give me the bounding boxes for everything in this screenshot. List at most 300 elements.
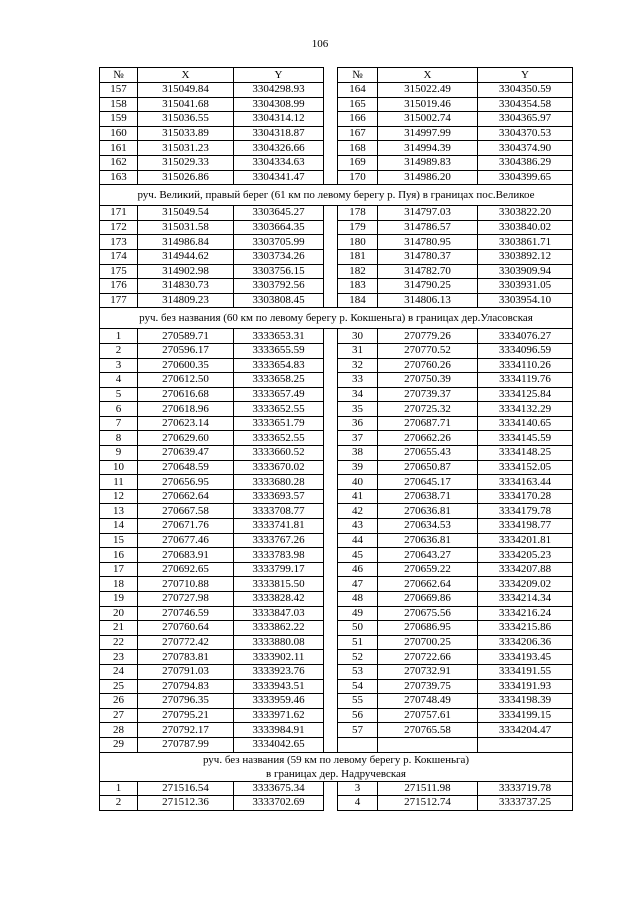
point-number: 13 <box>100 504 138 519</box>
x-coordinate: 270791.03 <box>138 664 234 679</box>
column-gap <box>324 664 338 679</box>
y-coordinate: 3333959.46 <box>234 694 324 709</box>
point-number: 176 <box>100 279 138 294</box>
x-coordinate: 270636.81 <box>378 533 478 548</box>
x-coordinate: 270636.81 <box>378 504 478 519</box>
section-title-row <box>100 308 573 329</box>
x-coordinate: 314780.95 <box>378 235 478 250</box>
x-coordinate: 314786.57 <box>378 220 478 235</box>
x-coordinate: 270677.46 <box>138 533 234 548</box>
column-header: Y <box>234 68 324 83</box>
table-row <box>100 170 573 185</box>
point-number: 49 <box>338 606 378 621</box>
x-coordinate: 270639.47 <box>138 446 234 461</box>
column-gap <box>324 606 338 621</box>
point-number: 163 <box>100 170 138 185</box>
y-coordinate: 3334152.05 <box>478 460 573 475</box>
point-number: 54 <box>338 679 378 694</box>
point-number: 16 <box>100 548 138 563</box>
point-number: 182 <box>338 264 378 279</box>
column-gap <box>324 796 338 811</box>
point-number: 166 <box>338 112 378 127</box>
x-coordinate: 270638.71 <box>378 489 478 504</box>
section-title: руч. без названия (59 км по левому берегу р. Кокшеньга) <box>100 752 573 767</box>
y-coordinate: 3334125.84 <box>478 387 573 402</box>
table-row <box>100 621 573 636</box>
point-number: 46 <box>338 562 378 577</box>
table-row <box>100 358 573 373</box>
x-coordinate: 270687.71 <box>378 416 478 431</box>
point-number: 36 <box>338 416 378 431</box>
point-number: 20 <box>100 606 138 621</box>
point-number: 177 <box>100 293 138 308</box>
column-gap <box>324 460 338 475</box>
column-gap <box>324 141 338 156</box>
point-number: 40 <box>338 475 378 490</box>
table-row <box>100 220 573 235</box>
y-coordinate: 3334193.45 <box>478 650 573 665</box>
x-coordinate: 270596.17 <box>138 343 234 358</box>
x-coordinate: 270686.95 <box>378 621 478 636</box>
point-number: 179 <box>338 220 378 235</box>
table-row <box>100 329 573 344</box>
y-coordinate: 3303705.99 <box>234 235 324 250</box>
x-coordinate: 270746.59 <box>138 606 234 621</box>
table-row <box>100 519 573 534</box>
coordinates-table <box>99 67 573 811</box>
x-coordinate: 270710.88 <box>138 577 234 592</box>
column-gap <box>324 112 338 127</box>
point-number: 50 <box>338 621 378 636</box>
x-coordinate: 270787.99 <box>138 737 234 752</box>
table-row <box>100 460 573 475</box>
point-number: 14 <box>100 519 138 534</box>
point-number: 7 <box>100 416 138 431</box>
x-coordinate: 315049.84 <box>138 83 234 98</box>
y-coordinate: 3334204.47 <box>478 723 573 738</box>
y-coordinate: 3303892.12 <box>478 249 573 264</box>
x-coordinate: 270750.39 <box>378 373 478 388</box>
point-number: 23 <box>100 650 138 665</box>
point-number: 55 <box>338 694 378 709</box>
x-coordinate: 270760.26 <box>378 358 478 373</box>
table-row <box>100 533 573 548</box>
y-coordinate: 3334119.76 <box>478 373 573 388</box>
x-coordinate: 270655.43 <box>378 446 478 461</box>
x-coordinate: 270656.95 <box>138 475 234 490</box>
point-number: 30 <box>338 329 378 344</box>
y-coordinate: 3334170.28 <box>478 489 573 504</box>
column-gap <box>324 708 338 723</box>
y-coordinate: 3334163.44 <box>478 475 573 490</box>
point-number: 170 <box>338 170 378 185</box>
point-number: 22 <box>100 635 138 650</box>
table-row <box>100 781 573 796</box>
column-gap <box>324 446 338 461</box>
point-number: 45 <box>338 548 378 563</box>
column-gap <box>324 249 338 264</box>
column-gap <box>324 206 338 221</box>
point-number: 1 <box>100 781 138 796</box>
y-coordinate: 3304374.90 <box>478 141 573 156</box>
x-coordinate: 270796.35 <box>138 694 234 709</box>
point-number: 34 <box>338 387 378 402</box>
y-coordinate: 3333741.81 <box>234 519 324 534</box>
x-coordinate: 314986.20 <box>378 170 478 185</box>
point-number: 24 <box>100 664 138 679</box>
column-gap <box>324 781 338 796</box>
y-coordinate: 3333847.03 <box>234 606 324 621</box>
x-coordinate: 270760.64 <box>138 621 234 636</box>
y-coordinate: 3333708.77 <box>234 504 324 519</box>
point-number: 180 <box>338 235 378 250</box>
point-number: 164 <box>338 83 378 98</box>
y-coordinate: 3333815.50 <box>234 577 324 592</box>
point-number: 35 <box>338 402 378 417</box>
point-number <box>338 737 378 752</box>
x-coordinate: 270792.17 <box>138 723 234 738</box>
y-coordinate: 3304326.66 <box>234 141 324 156</box>
x-coordinate: 314994.39 <box>378 141 478 156</box>
point-number: 157 <box>100 83 138 98</box>
point-number: 167 <box>338 126 378 141</box>
table-row <box>100 723 573 738</box>
point-number: 37 <box>338 431 378 446</box>
y-coordinate: 3333862.22 <box>234 621 324 636</box>
x-coordinate: 315049.54 <box>138 206 234 221</box>
table-row <box>100 416 573 431</box>
y-coordinate: 3334140.65 <box>478 416 573 431</box>
point-number: 27 <box>100 708 138 723</box>
column-gap <box>324 416 338 431</box>
x-coordinate: 314944.62 <box>138 249 234 264</box>
x-coordinate: 270662.64 <box>138 489 234 504</box>
y-coordinate: 3333783.98 <box>234 548 324 563</box>
point-number: 18 <box>100 577 138 592</box>
point-number: 178 <box>338 206 378 221</box>
table-row <box>100 592 573 607</box>
y-coordinate: 3303909.94 <box>478 264 573 279</box>
y-coordinate: 3333653.31 <box>234 329 324 344</box>
x-coordinate: 270618.96 <box>138 402 234 417</box>
column-gap <box>324 220 338 235</box>
point-number: 33 <box>338 373 378 388</box>
y-coordinate: 3333670.02 <box>234 460 324 475</box>
column-header: X <box>138 68 234 83</box>
x-coordinate: 270669.86 <box>378 592 478 607</box>
column-gap <box>324 329 338 344</box>
point-number: 2 <box>100 343 138 358</box>
column-gap <box>324 170 338 185</box>
point-number: 39 <box>338 460 378 475</box>
table-row <box>100 664 573 679</box>
table-row <box>100 279 573 294</box>
column-gap <box>324 548 338 563</box>
table-row <box>100 635 573 650</box>
column-gap <box>324 592 338 607</box>
table-row <box>100 708 573 723</box>
point-number: 43 <box>338 519 378 534</box>
column-gap <box>324 504 338 519</box>
table-row <box>100 112 573 127</box>
x-coordinate: 314989.83 <box>378 155 478 170</box>
y-coordinate: 3333655.59 <box>234 343 324 358</box>
x-coordinate: 270671.76 <box>138 519 234 534</box>
point-number: 12 <box>100 489 138 504</box>
y-coordinate: 3333702.69 <box>234 796 324 811</box>
point-number: 32 <box>338 358 378 373</box>
y-coordinate: 3333719.78 <box>478 781 573 796</box>
x-coordinate: 270725.32 <box>378 402 478 417</box>
y-coordinate: 3334201.81 <box>478 533 573 548</box>
x-coordinate: 271512.74 <box>378 796 478 811</box>
section-title: руч. Великий, правый берег (61 км по левому берегу р. Пуя) в границах пос.Великое <box>100 185 573 206</box>
point-number: 44 <box>338 533 378 548</box>
x-coordinate: 270645.17 <box>378 475 478 490</box>
x-coordinate: 270765.58 <box>378 723 478 738</box>
page-number: 106 <box>311 38 329 50</box>
column-gap <box>324 264 338 279</box>
y-coordinate: 3333984.91 <box>234 723 324 738</box>
y-coordinate: 3334216.24 <box>478 606 573 621</box>
y-coordinate: 3333693.57 <box>234 489 324 504</box>
point-number: 6 <box>100 402 138 417</box>
column-gap <box>324 694 338 709</box>
y-coordinate: 3304308.99 <box>234 97 324 112</box>
x-coordinate: 315033.89 <box>138 126 234 141</box>
table-row <box>100 562 573 577</box>
point-number: 174 <box>100 249 138 264</box>
y-coordinate: 3304354.58 <box>478 97 573 112</box>
x-coordinate: 270770.52 <box>378 343 478 358</box>
y-coordinate: 3304334.63 <box>234 155 324 170</box>
y-coordinate: 3304314.12 <box>234 112 324 127</box>
column-gap <box>324 431 338 446</box>
x-coordinate: 314997.99 <box>378 126 478 141</box>
x-coordinate: 314790.25 <box>378 279 478 294</box>
point-number: 169 <box>338 155 378 170</box>
table-row <box>100 446 573 461</box>
x-coordinate: 315026.86 <box>138 170 234 185</box>
x-coordinate: 315022.49 <box>378 83 478 98</box>
y-coordinate: 3303664.35 <box>234 220 324 235</box>
point-number: 38 <box>338 446 378 461</box>
x-coordinate: 270748.49 <box>378 694 478 709</box>
column-gap <box>324 83 338 98</box>
x-coordinate: 270779.26 <box>378 329 478 344</box>
column-gap <box>324 489 338 504</box>
x-coordinate: 270643.27 <box>378 548 478 563</box>
point-number: 48 <box>338 592 378 607</box>
column-header: № <box>338 68 378 83</box>
x-coordinate: 314902.98 <box>138 264 234 279</box>
y-coordinate: 3333767.26 <box>234 533 324 548</box>
x-coordinate: 270612.50 <box>138 373 234 388</box>
y-coordinate: 3334198.39 <box>478 694 573 709</box>
y-coordinate: 3333971.62 <box>234 708 324 723</box>
x-coordinate: 270600.35 <box>138 358 234 373</box>
column-gap <box>324 533 338 548</box>
column-gap <box>324 68 338 83</box>
y-coordinate: 3303840.02 <box>478 220 573 235</box>
y-coordinate: 3303645.27 <box>234 206 324 221</box>
x-coordinate: 271516.54 <box>138 781 234 796</box>
y-coordinate: 3334199.15 <box>478 708 573 723</box>
x-coordinate <box>378 737 478 752</box>
x-coordinate: 270662.64 <box>378 577 478 592</box>
y-coordinate: 3334148.25 <box>478 446 573 461</box>
x-coordinate: 271512.36 <box>138 796 234 811</box>
point-number: 165 <box>338 97 378 112</box>
column-header: X <box>378 68 478 83</box>
y-coordinate: 3333660.52 <box>234 446 324 461</box>
point-number: 158 <box>100 97 138 112</box>
table-row <box>100 577 573 592</box>
x-coordinate: 271511.98 <box>378 781 478 796</box>
table-row <box>100 475 573 490</box>
point-number: 26 <box>100 694 138 709</box>
x-coordinate: 315036.55 <box>138 112 234 127</box>
y-coordinate: 3334191.55 <box>478 664 573 679</box>
point-number: 8 <box>100 431 138 446</box>
section-title: в границах дер. Надручевская <box>100 767 573 782</box>
column-gap <box>324 235 338 250</box>
y-coordinate: 3333828.42 <box>234 592 324 607</box>
x-coordinate: 270700.25 <box>378 635 478 650</box>
column-gap <box>324 679 338 694</box>
x-coordinate: 315031.23 <box>138 141 234 156</box>
point-number: 173 <box>100 235 138 250</box>
y-coordinate: 3334214.34 <box>478 592 573 607</box>
point-number: 1 <box>100 329 138 344</box>
point-number: 4 <box>338 796 378 811</box>
table-row <box>100 489 573 504</box>
point-number: 9 <box>100 446 138 461</box>
y-coordinate: 3303822.20 <box>478 206 573 221</box>
column-gap <box>324 293 338 308</box>
column-gap <box>324 279 338 294</box>
table-row <box>100 343 573 358</box>
x-coordinate: 270739.75 <box>378 679 478 694</box>
x-coordinate: 270757.61 <box>378 708 478 723</box>
y-coordinate: 3333799.17 <box>234 562 324 577</box>
y-coordinate: 3334179.78 <box>478 504 573 519</box>
section-title: руч. без названия (60 км по левому берегу р. Кокшеньга) в границах дер.Уласовская <box>100 308 573 329</box>
y-coordinate: 3334096.59 <box>478 343 573 358</box>
column-gap <box>324 650 338 665</box>
y-coordinate: 3334207.88 <box>478 562 573 577</box>
point-number: 53 <box>338 664 378 679</box>
x-coordinate: 270634.53 <box>378 519 478 534</box>
table-row <box>100 373 573 388</box>
point-number: 184 <box>338 293 378 308</box>
point-number: 181 <box>338 249 378 264</box>
x-coordinate: 270727.98 <box>138 592 234 607</box>
y-coordinate: 3333657.49 <box>234 387 324 402</box>
column-gap <box>324 387 338 402</box>
table-row <box>100 796 573 811</box>
y-coordinate: 3333651.79 <box>234 416 324 431</box>
x-coordinate: 314806.13 <box>378 293 478 308</box>
table-row <box>100 97 573 112</box>
table-row <box>100 249 573 264</box>
table-row <box>100 504 573 519</box>
point-number: 159 <box>100 112 138 127</box>
column-gap <box>324 155 338 170</box>
x-coordinate: 315019.46 <box>378 97 478 112</box>
point-number: 52 <box>338 650 378 665</box>
y-coordinate: 3334209.02 <box>478 577 573 592</box>
point-number: 29 <box>100 737 138 752</box>
column-gap <box>324 562 338 577</box>
point-number: 47 <box>338 577 378 592</box>
point-number: 3 <box>100 358 138 373</box>
x-coordinate: 270659.22 <box>378 562 478 577</box>
table-header-row <box>100 68 573 83</box>
point-number: 10 <box>100 460 138 475</box>
column-gap <box>324 126 338 141</box>
x-coordinate: 270739.37 <box>378 387 478 402</box>
y-coordinate: 3304318.87 <box>234 126 324 141</box>
section-title-row <box>100 185 573 206</box>
column-gap <box>324 343 338 358</box>
x-coordinate: 315002.74 <box>378 112 478 127</box>
x-coordinate: 270623.14 <box>138 416 234 431</box>
y-coordinate: 3334198.77 <box>478 519 573 534</box>
column-gap <box>324 373 338 388</box>
x-coordinate: 270722.66 <box>378 650 478 665</box>
y-coordinate: 3333923.76 <box>234 664 324 679</box>
y-coordinate: 3334145.59 <box>478 431 573 446</box>
table-row <box>100 264 573 279</box>
x-coordinate: 315029.33 <box>138 155 234 170</box>
y-coordinate: 3303734.26 <box>234 249 324 264</box>
y-coordinate: 3334132.29 <box>478 402 573 417</box>
column-header: Y <box>478 68 573 83</box>
column-gap <box>324 621 338 636</box>
y-coordinate: 3303792.56 <box>234 279 324 294</box>
y-coordinate: 3304399.65 <box>478 170 573 185</box>
table-row <box>100 293 573 308</box>
y-coordinate: 3304298.93 <box>234 83 324 98</box>
y-coordinate: 3334205.23 <box>478 548 573 563</box>
point-number: 15 <box>100 533 138 548</box>
y-coordinate: 3334042.65 <box>234 737 324 752</box>
table-row <box>100 606 573 621</box>
x-coordinate: 270675.56 <box>378 606 478 621</box>
table-row <box>100 206 573 221</box>
point-number: 41 <box>338 489 378 504</box>
point-number: 51 <box>338 635 378 650</box>
y-coordinate: 3333880.08 <box>234 635 324 650</box>
x-coordinate: 270662.26 <box>378 431 478 446</box>
table-row <box>100 387 573 402</box>
y-coordinate: 3333675.34 <box>234 781 324 796</box>
x-coordinate: 270794.83 <box>138 679 234 694</box>
point-number: 11 <box>100 475 138 490</box>
column-gap <box>324 97 338 112</box>
x-coordinate: 270783.81 <box>138 650 234 665</box>
point-number: 5 <box>100 387 138 402</box>
y-coordinate: 3303954.10 <box>478 293 573 308</box>
point-number: 168 <box>338 141 378 156</box>
y-coordinate: 3333652.55 <box>234 431 324 446</box>
x-coordinate: 314830.73 <box>138 279 234 294</box>
point-number: 25 <box>100 679 138 694</box>
y-coordinate: 3333652.55 <box>234 402 324 417</box>
column-gap <box>324 475 338 490</box>
y-coordinate: 3304386.29 <box>478 155 573 170</box>
